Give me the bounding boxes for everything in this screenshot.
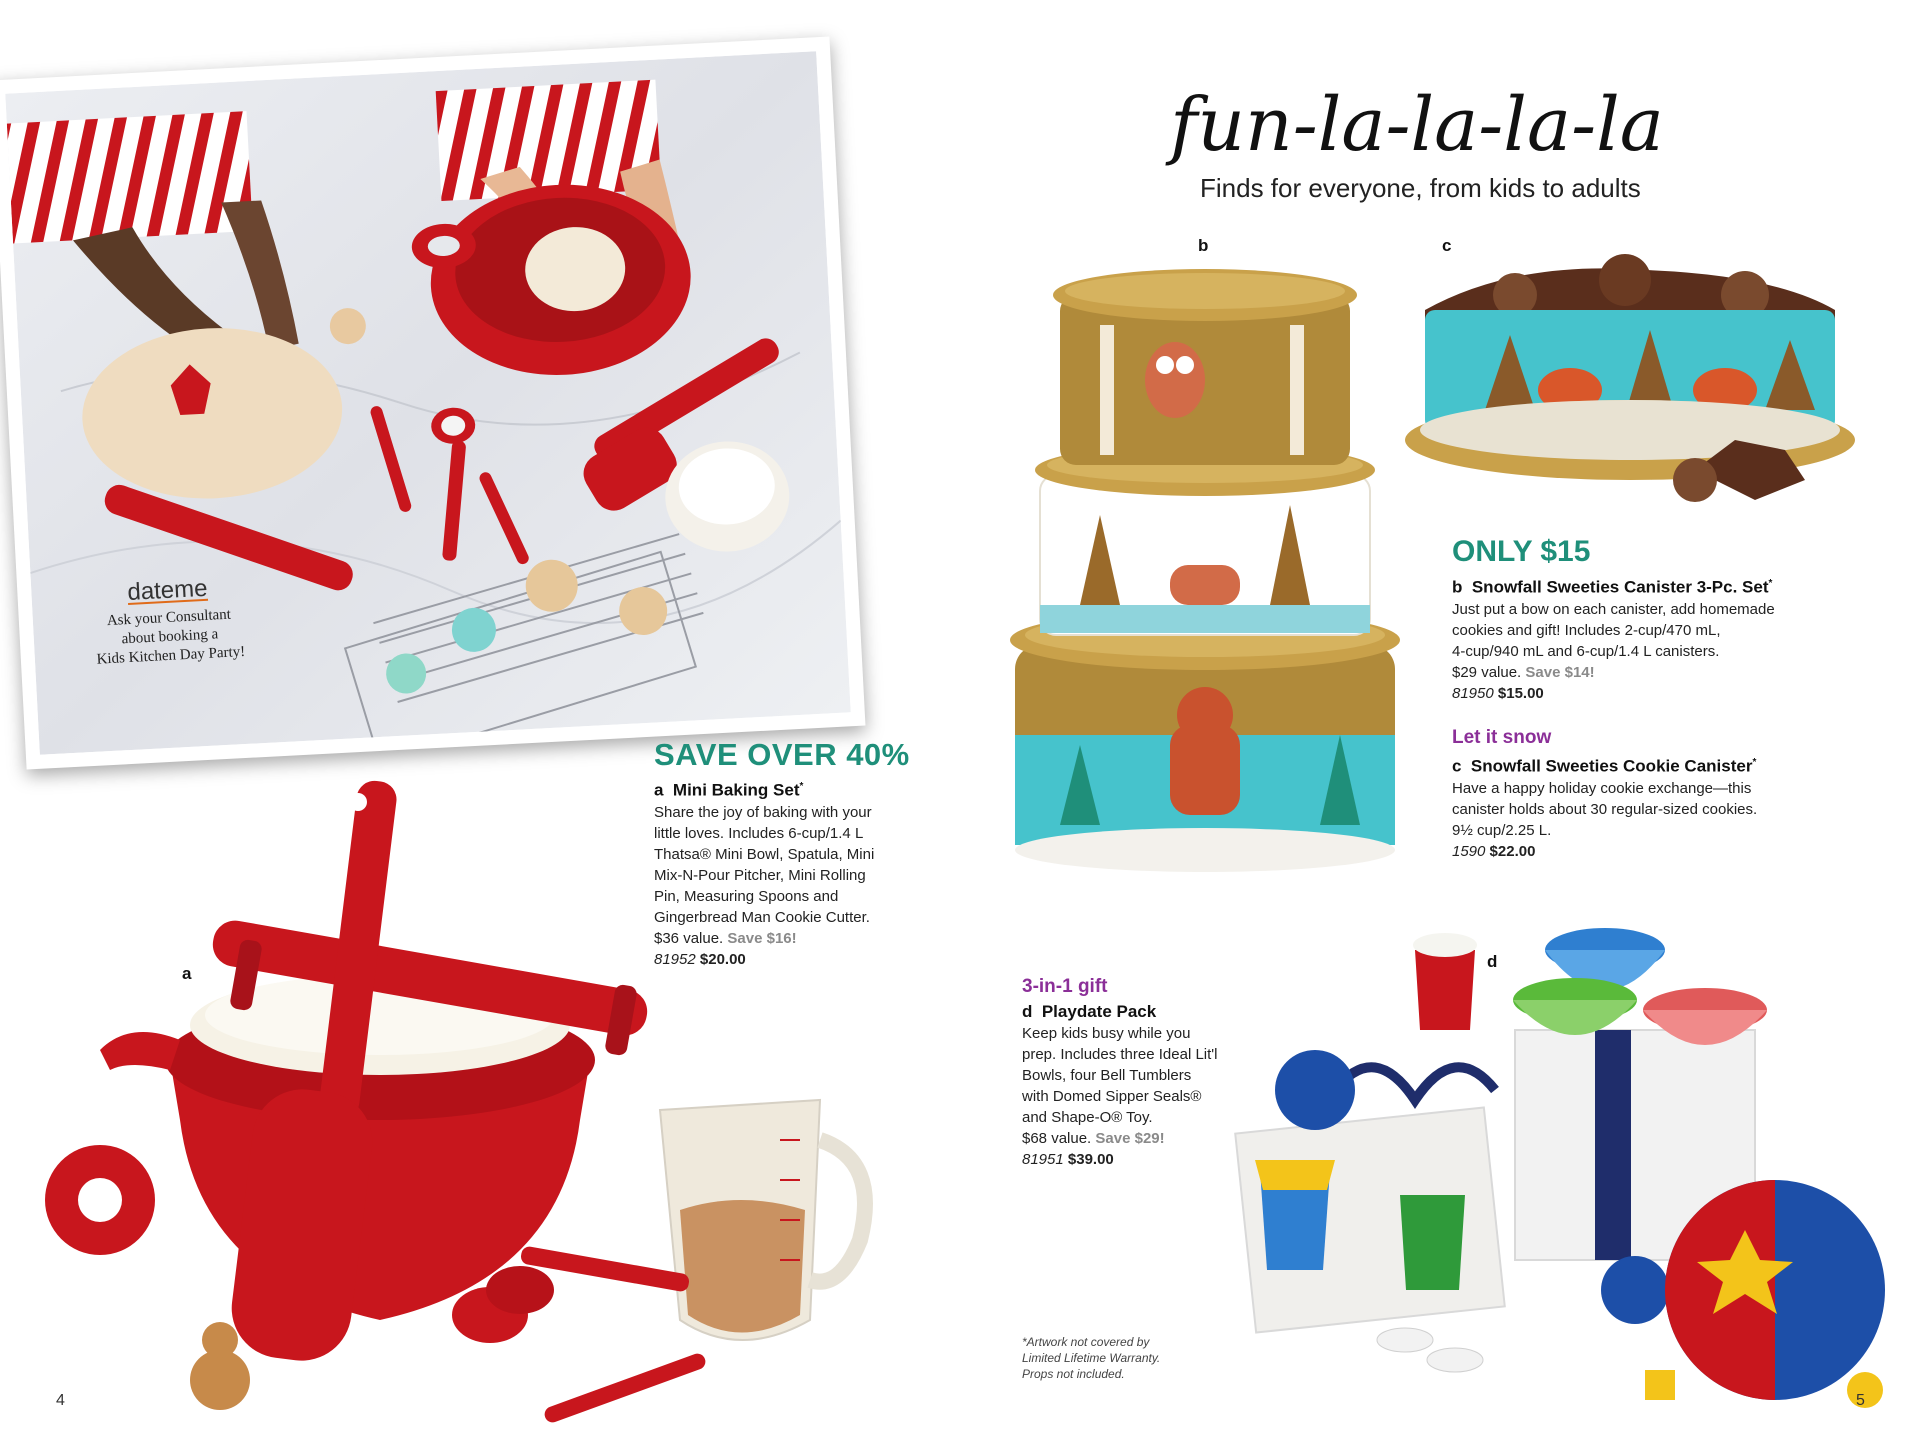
product-b-save: Save $14! — [1525, 663, 1595, 681]
product-b-value-line — [1452, 662, 1872, 683]
product-d-save: Save $29! — [1095, 1130, 1165, 1147]
product-b-block — [1452, 535, 1872, 704]
page-subtitle: Finds for everyone, from kids to adults — [1200, 173, 1641, 203]
product-a-sku: 81952 — [654, 950, 696, 968]
dateme-line-1: Ask your Consultant — [106, 606, 232, 630]
product-d-line: Keep kids busy while you — [1022, 1025, 1191, 1042]
snowfall-canister-set-image — [1000, 265, 1410, 875]
product-d-line: and Shape-O® Toy. — [1022, 1109, 1153, 1126]
product-a-line: Pin, Measuring Spoons and — [654, 887, 839, 905]
product-b-line: 4-cup/940 mL and 6-cup/1.4 L canisters. — [1452, 642, 1720, 660]
product-a-line: Mix-N-Pour Pitcher, Mini Rolling — [654, 866, 866, 884]
product-a-letter: a — [654, 780, 664, 800]
image-label-b: b — [1198, 236, 1209, 255]
product-a-mark: * — [799, 781, 804, 792]
product-c-line: canister holds about 30 regular-sized cookies. — [1452, 800, 1758, 818]
product-a-line: Share the joy of baking with your — [654, 803, 872, 821]
product-b-title: Snowfall Sweeties Canister 3-Pc. Set — [1471, 577, 1769, 597]
product-a-value: $36 value. — [654, 929, 724, 947]
product-b-line: cookies and gift! Includes 2-cup/470 mL, — [1452, 621, 1721, 639]
footnote-line: *Artwork not covered by — [1022, 1335, 1150, 1349]
product-a-save: Save $16! — [727, 929, 797, 947]
image-label-c: c — [1442, 236, 1452, 255]
product-a-line: Gingerbread Man Cookie Cutter. — [654, 908, 870, 926]
playdate-pack-image — [1215, 890, 1895, 1410]
product-c-letter: c — [1452, 756, 1462, 776]
footnote — [1022, 1334, 1160, 1382]
product-a-name — [654, 776, 954, 802]
product-c-line: Have a happy holiday cookie exchange—this — [1452, 779, 1752, 797]
footnote-line: Props not included. — [1022, 1367, 1125, 1381]
snowfall-cookie-canister-image — [1395, 250, 1885, 520]
product-b-line: Just put a bow on each canister, add homemade — [1452, 600, 1775, 618]
product-b-kicker: ONLY $15 — [1452, 535, 1591, 568]
page-title: fun-la-la-la-la — [1170, 82, 1664, 168]
product-b-description — [1452, 599, 1872, 704]
page-number-left: 4 — [56, 1392, 65, 1409]
footnote-line: Limited Lifetime Warranty. — [1022, 1351, 1161, 1365]
kitchen-photo-card — [0, 36, 865, 769]
product-a-description — [654, 802, 954, 970]
product-d-letter: d — [1022, 1002, 1033, 1021]
product-c-mark: * — [1752, 757, 1757, 768]
product-d-line: Bowls, four Bell Tumblers — [1022, 1067, 1192, 1084]
image-label-d: d — [1487, 952, 1498, 971]
product-a-kicker: SAVE OVER 40% — [654, 737, 910, 772]
product-c-line: 9½ cup/2.25 L. — [1452, 821, 1552, 839]
product-d-title: Playdate Pack — [1041, 1002, 1157, 1021]
product-c-kicker: Let it snow — [1452, 727, 1552, 748]
dateme-line-2: about booking a — [121, 626, 219, 648]
image-label-a: a — [182, 964, 192, 983]
dateme-line-3: Kids Kitchen Day Party! — [96, 643, 246, 668]
product-c-name — [1452, 752, 1872, 778]
product-b-name — [1452, 573, 1872, 599]
page-number-right: 5 — [1856, 1392, 1865, 1409]
product-c-sku: 1590 — [1452, 842, 1486, 860]
product-d-line: prep. Includes three Ideal Lit'l — [1022, 1046, 1218, 1063]
product-a-block — [654, 738, 954, 970]
product-c-title: Snowfall Sweeties Cookie Canister — [1470, 756, 1753, 776]
product-d-sku: 81951 — [1022, 1151, 1064, 1168]
product-b-letter: b — [1452, 577, 1463, 597]
product-d-line: with Domed Sipper Seals® — [1022, 1088, 1202, 1105]
product-d-value: $68 value. — [1022, 1130, 1092, 1147]
dateme-callout — [77, 572, 261, 670]
product-d-price: $39.00 — [1067, 1151, 1114, 1168]
product-a-title: Mini Baking Set — [672, 780, 800, 800]
product-a-line: Thatsa® Mini Bowl, Spatula, Mini — [654, 845, 875, 863]
product-c-price-line — [1452, 841, 1872, 862]
product-a-price: $20.00 — [699, 950, 746, 968]
dateme-logo: dateme — [126, 574, 209, 606]
product-c-description — [1452, 778, 1872, 862]
product-b-price-line — [1452, 683, 1872, 704]
product-a-line: little loves. Includes 6-cup/1.4 L — [654, 824, 864, 842]
product-a-price-line — [654, 949, 954, 970]
product-c-block — [1452, 726, 1872, 862]
product-b-sku: 81950 — [1452, 684, 1494, 702]
product-b-price: $15.00 — [1497, 684, 1544, 702]
product-c-price: $22.00 — [1489, 842, 1536, 860]
product-b-mark: * — [1768, 578, 1773, 589]
product-b-value: $29 value. — [1452, 663, 1522, 681]
product-a-value-line — [654, 928, 954, 949]
product-d-kicker: 3-in-1 gift — [1022, 976, 1108, 997]
